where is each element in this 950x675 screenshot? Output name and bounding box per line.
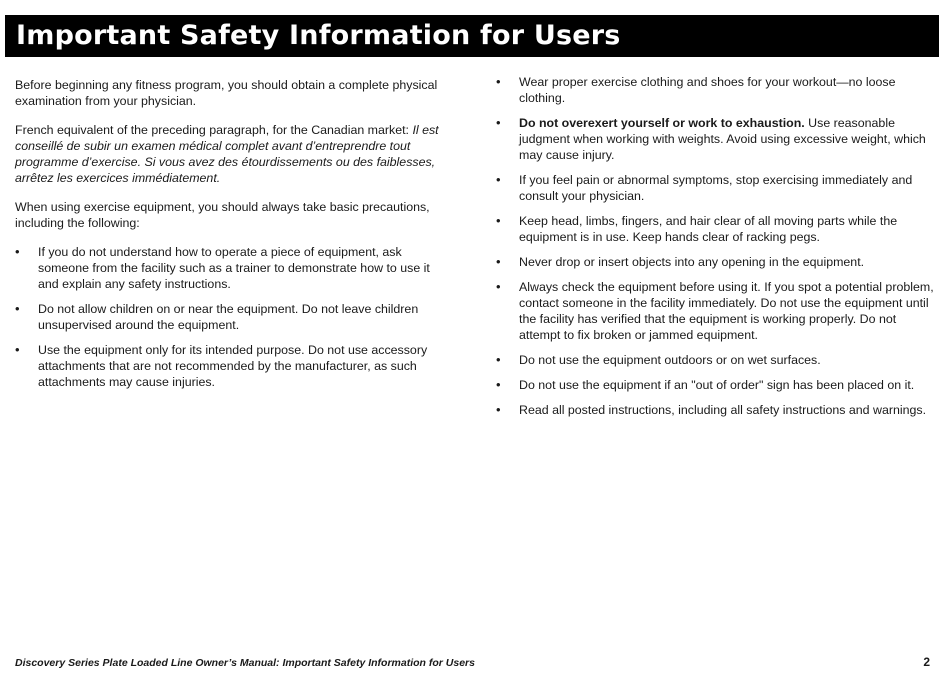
bullet-icon: •: [496, 352, 501, 367]
list-item: [496, 402, 936, 418]
right-bullet-list: [496, 74, 936, 418]
list-item-text: Always check the equipment before using it. If you spot a potential problem, contact someone in the facility immediately. Do not use the equipment until the facility has verified that the equipment is working properly. Do not attempt to fix broken or jammed equipment.: [519, 280, 934, 342]
list-item-bold: Do not overexert yourself or work to exhaustion.: [519, 116, 805, 130]
bullet-icon: •: [496, 115, 501, 130]
french-lead: French equivalent of the preceding paragraph, for the Canadian market:: [15, 123, 409, 137]
french-paragraph: [15, 122, 445, 186]
page-title-bar: [5, 15, 939, 57]
list-item: [496, 254, 936, 270]
bullet-icon: •: [496, 279, 501, 294]
list-item-text: Read all posted instructions, including all safety instructions and warnings.: [519, 403, 927, 417]
list-item: [496, 172, 936, 204]
list-item: [496, 279, 936, 343]
footer-text: Discovery Series Plate Loaded Line Owner’s Manual: Important Safety Information for Users: [15, 657, 475, 669]
left-column: [15, 77, 445, 399]
bullet-icon: •: [496, 213, 501, 228]
french-text: Il est conseillé de subir un examen médical complet avant d’entreprendre tout programme d’exercise. Si vous avez des étourdissements ou des faiblesses, arrêtez les exercices immédiatement.: [15, 123, 439, 185]
bullet-icon: •: [496, 377, 501, 392]
intro-paragraph: Before beginning any fitness program, you should obtain a complete physical examination from your physician.: [15, 78, 438, 108]
list-item-text: Use the equipment only for its intended purpose. Do not use accessory attachments that are not recommended by the manufacturer, as such attachments may cause injuries.: [38, 343, 428, 389]
list-item-text: Use reasonable judgment when working with weights. Avoid using excessive weight, which may cause injury.: [519, 116, 926, 162]
precautions-intro: When using exercise equipment, you should always take basic precautions, including the following:: [15, 200, 430, 230]
bullet-icon: •: [496, 74, 501, 89]
list-item: [496, 74, 936, 106]
left-bullet-list: [15, 244, 445, 390]
list-item: [496, 352, 936, 368]
list-item: [15, 244, 445, 292]
list-item-text: If you do not understand how to operate a piece of equipment, ask someone from the facility such as a trainer to demonstrate how to use it and explain any safety instructions.: [38, 245, 430, 291]
bullet-icon: •: [15, 244, 20, 259]
list-item-text: Wear proper exercise clothing and shoes for your workout—no loose clothing.: [519, 75, 896, 105]
list-item: [496, 377, 936, 393]
bullet-icon: •: [496, 254, 501, 269]
bullet-icon: •: [15, 342, 20, 357]
right-column: [496, 74, 936, 427]
page-number: 2: [923, 655, 930, 669]
bullet-icon: •: [496, 402, 501, 417]
list-item: [15, 301, 445, 333]
bullet-icon: •: [496, 172, 501, 187]
page-title: Important Safety Information for Users: [16, 20, 621, 51]
list-item-text: Never drop or insert objects into any opening in the equipment.: [519, 255, 865, 269]
list-item-text: Do not allow children on or near the equipment. Do not leave children unsupervised around the equipment.: [38, 302, 419, 332]
list-item-text: Keep head, limbs, fingers, and hair clear of all moving parts while the equipment is in use. Keep hands clear of racking pegs.: [519, 214, 898, 244]
bullet-icon: •: [15, 301, 20, 316]
list-item: [15, 342, 445, 390]
list-item-text: If you feel pain or abnormal symptoms, stop exercising immediately and consult your physician.: [519, 173, 913, 203]
list-item: [496, 213, 936, 245]
list-item-text: Do not use the equipment outdoors or on wet surfaces.: [519, 353, 821, 367]
list-item-text: Do not use the equipment if an "out of order" sign has been placed on it.: [519, 378, 915, 392]
list-item: [496, 115, 936, 163]
